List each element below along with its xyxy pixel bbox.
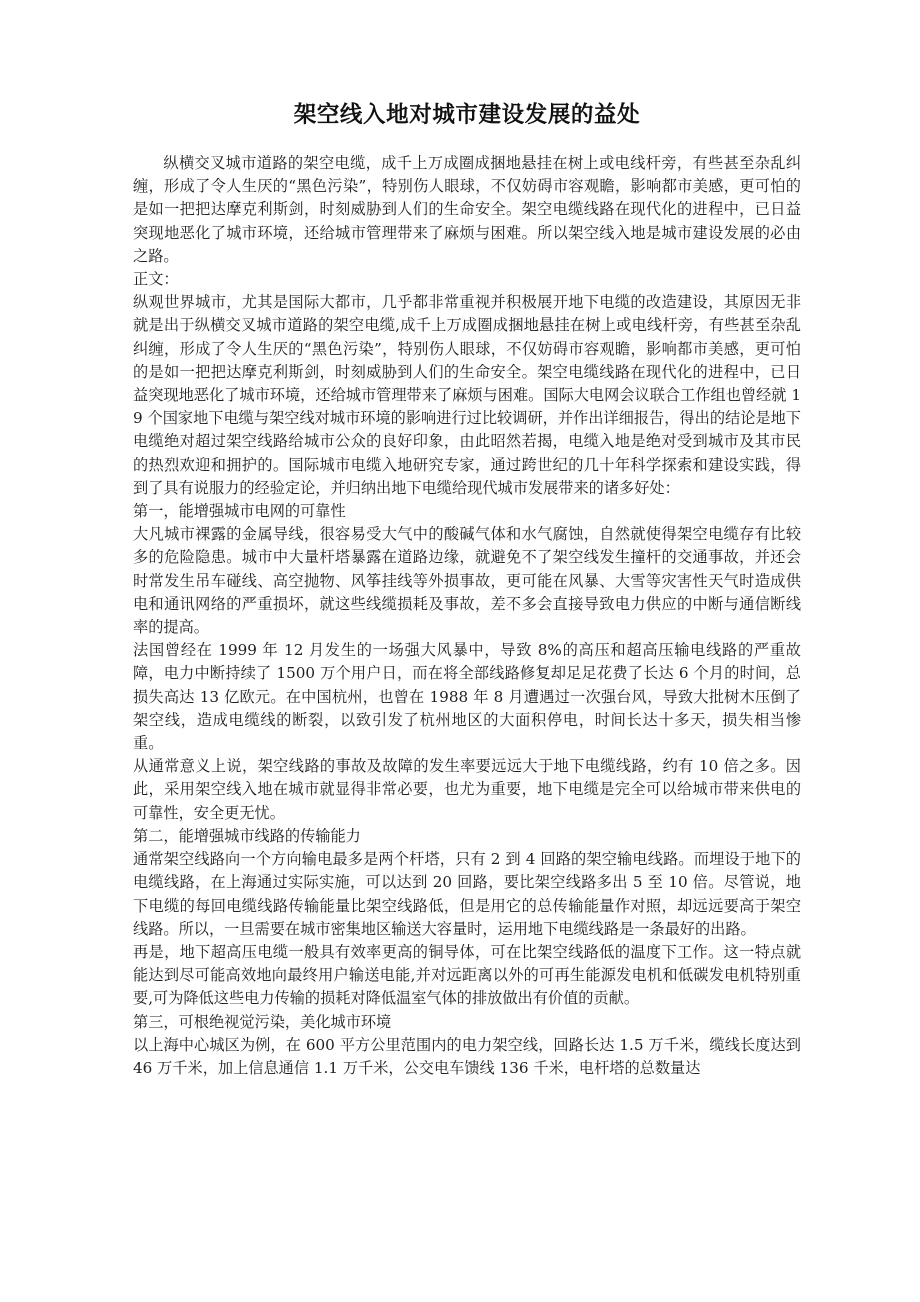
document-body <box>133 100 801 1080</box>
heading-point-three: 第三，可根绝视觉污染，美化城市环境 <box>133 1012 392 1031</box>
paragraph-point-one-a: 大凡城市裸露的金属导线，很容易受大气中的酸碱气体和水气腐蚀，自然就使得架空电缆存有比较多的危险隐患。城市中大量杆塔暴露在道路边缘，就避免不了架空线发生撞杆的交通事故，并还会时常发生吊车碰线、高空抛物、风筝挂线等外损事故，更可能在风暴、大雪等灾害性天气时造成供电和通讯网络的严重损坏，就这些线缆损耗及事故，差不多会直接导致电力供应的中断与通信断线率的提高。 <box>133 525 801 637</box>
paragraph-point-two-b: 再是，地下超高压电缆一般具有效率更高的铜导体，可在比架空线路低的温度下工作。这一特点就能达到尽可能高效地向最终用户输送电能,并对远距离以外的可再生能源发电机和低碳发电机特别重要,可为降低这些电力传输的损耗对降低温室气体的排放做出有价值的贡献。 <box>133 942 801 1008</box>
paragraph-point-one-b: 法国曾经在 1999 年 12 月发生的一场强大风暴中，导致 8%的高压和超高压输电线路的严重故障，电力中断持续了 1500 万个用户日，而在将全部线路修复却足足花费了长达 6 个月的时间，总损失高达 13 亿欧元。在中国杭州，也曾在 1988 年 8 月遭遇过一次强台风，导致大批树木压倒了架空线，造成电缆线的断裂，以致引发了杭州地区的大面积停电，时间长达十多天，损失相当惨重。 <box>133 641 801 753</box>
page-title: 架空线入地对城市建设发展的益处 <box>293 102 641 128</box>
heading-point-one: 第一，能增强城市电网的可靠性 <box>133 502 346 521</box>
paragraph-lede: 纵横交叉城市道路的架空电缆，成千上万成圈成捆地悬挂在树上或电线杆旁，有些甚至杂乱纠缠，形成了令人生厌的“黑色污染”，特别伤人眼球，不仅妨碍市容观瞻，影响都市美感，更可怕的是如一把把达摩克利斯剑，时刻威胁到人们的生命安全。架空电缆线路在现代化的进程中，已日益突现地恶化了城市环境，还给城市管理带来了麻烦与困难。所以架空线入地是城市建设发展的必由之路。 <box>133 154 801 265</box>
paragraph-point-two-a: 通常架空线路向一个方向输电最多是两个杆塔，只有 2 到 4 回路的架空输电线路。而埋设于地下的电缆线路，在上海通过实际实施，可以达到 20 回路，要比架空线路多出 5 至 10 倍。尽管说，地下电缆的每回电缆线路传输能量比架空线路低，但是用它的总传输能量作对照，却远远要高于架空线路。所以，一旦需要在城市密集地区输送大容量时，运用地下电缆线路是一条最好的出路。 <box>133 850 801 938</box>
heading-point-two: 第二，能增强城市线路的传输能力 <box>133 826 361 845</box>
paragraph-point-three-a: 以上海中心城区为例，在 600 平方公里范围内的电力架空线，回路长达 1.5 万千米，缆线长度达到 46 万千米，加上信息通信 1.1 万千米，公交电车馈线 136 千米，电杆塔的总数量达 <box>133 1035 801 1077</box>
section-label-body: 正文： <box>133 270 179 289</box>
paragraph-point-one-c: 从通常意义上说，架空线路的事故及故障的发生率要远远大于地下电缆线路，约有 10 倍之多。因此，采用架空线入地在城市就显得非常必要，也尤为重要，地下电缆是完全可以给城市带来供电的可靠性，安全更无忧。 <box>133 757 801 822</box>
paragraph-intro: 纵观世界城市，尤其是国际大都市，几乎都非常重视并积极展开地下电缆的改造建设，其原因无非就是出于纵横交叉城市道路的架空电缆,成千上万成圈成捆地悬挂在树上或电线杆旁，有些甚至杂乱纠缠，形成了令人生厌的“黑色污染”，特别伤人眼球，不仅妨碍市容观瞻，影响都市美感，更可怕的是如一把把达摩克利斯剑，时刻威胁到人们的生命安全。架空电缆线路在现代化的进程中，已日益突现地恶化了城市环境，还给城市管理带来了麻烦与困难。国际大电网会议联合工作组也曾经就 19 个国家地下电缆与架空线对城市环境的影响进行过比较调研，并作出详细报告，得出的结论是地下电缆绝对超过架空线路给城市公众的良好印象，由此昭然若揭，电缆入地是绝对受到城市及其市民的热烈欢迎和拥护的。国际城市电缆入地研究专家，通过跨世纪的几十年科学探索和建设实践，得到了具有说服力的经验定论，并归纳出地下电缆给现代城市发展带来的诸多好处： <box>133 293 801 497</box>
